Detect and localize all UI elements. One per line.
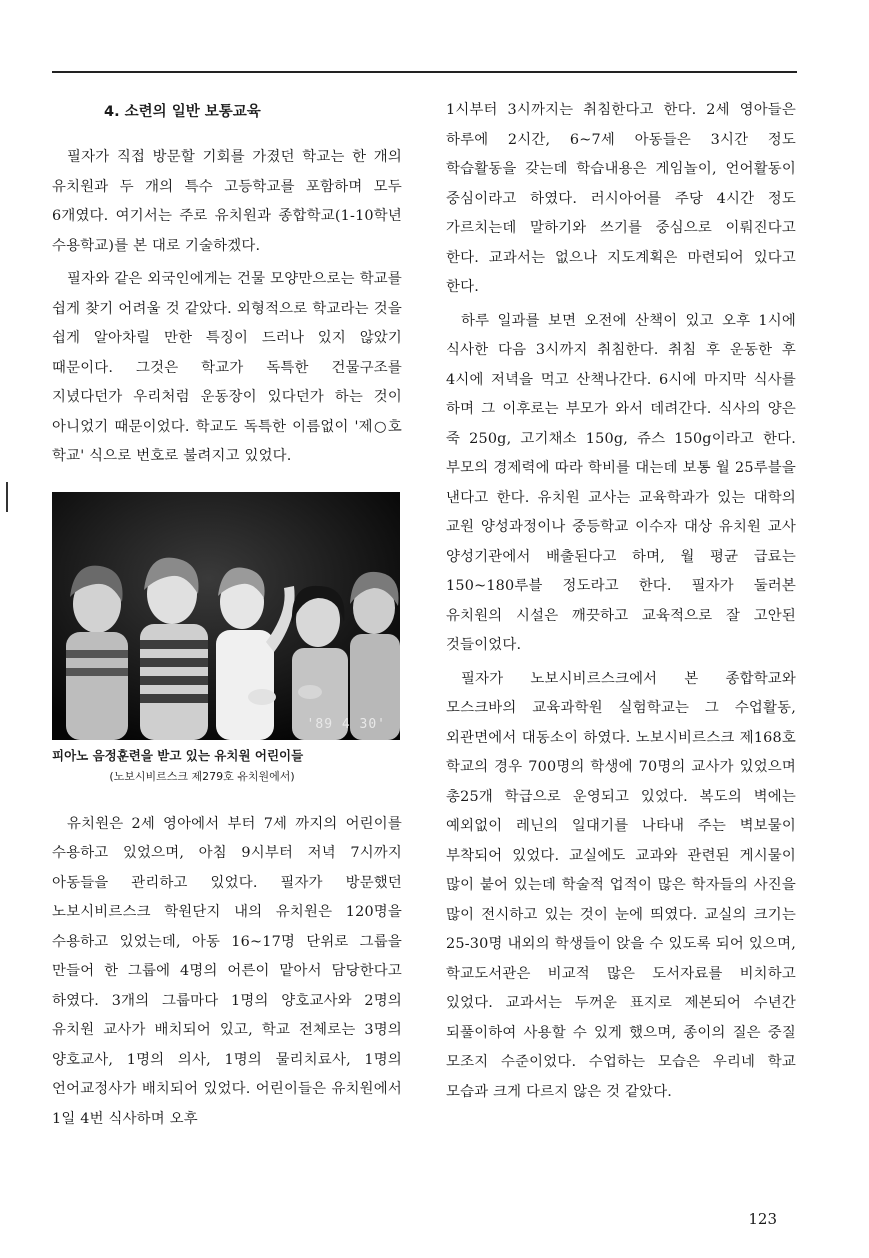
left-paragraph-3: 유치원은 2세 영아에서 부터 7세 까지의 어린이를 수용하고 있었으며, 아침 9시부터 저녁 7시까지 아동들을 관리하고 있었다. 필자가 방문했던 노보시비르스크 학원단지 내의 유치원은 120명을 수용하고 있었는데, 아동 16~17명 단위로 그룹을 만들어 한 그룹에 4명의 어른이 맡아서 담당한다고 하였다. 3개의 그룹마다 1명의 양호교사와 2명의 유치원 교사가 배치되어 있고, 학교 전체로는 3명의 양호교사, 1명의 의사, 1명의 물리치료사, 1명의 언어교정사가 배치되어 있었다. 어린이들은 유치원에서 1일 4번 식사하며 오후 <box>52 815 402 1127</box>
right-column <box>446 96 796 1107</box>
right-paragraph-3: 필자가 노보시비르스크에서 본 종합학교와 모스크바의 교육과학원 실험학교는 그 수업활동, 외관면에서 대동소이 하였다. 노보시비르스크 제168호 학교의 경우 700명의 학생에 70명의 교사가 있었으며 총25개 학급으로 운영되고 있었다. 복도의 벽에는 예외없이 레닌의 일대기를 나타내 주는 벽보물이 부착되어 있었다. 교실에도 교과와 관련된 게시물이 많이 붙어 있는데 학술적 업적이 많은 학자들의 사진을 많이 전시하고 있는 것이 눈에 띄였다. 교실의 크기는 25-30명 내외의 학생들이 앉을 수 있도록 되어 있으며, 학교도서관은 비교적 많은 도서자료를 비치하고 있었다. 교과서는 두꺼운 표지로 제본되어 수년간 되풀이하여 사용할 수 있게 했으며, 종이의 질은 중질 모조지 수준이었다. 수업하는 모습은 우리네 학교 모습과 크게 다르지 않은 것 같았다. <box>446 670 796 1100</box>
photo-caption: 피아노 음정훈련을 받고 있는 유치원 어린이들 <box>52 747 304 763</box>
kindergarten-photo <box>52 492 400 740</box>
top-rule <box>52 71 797 73</box>
page-number: 123 <box>748 1210 777 1228</box>
section-heading: 4. 소련의 일반 보통교육 <box>104 104 261 120</box>
left-paragraph-2: 필자와 같은 외국인에게는 건물 모양만으로는 학교를 쉽게 찾기 어려울 것 같았다. 외형적으로 학교라는 것을 쉽게 알아차릴 만한 특징이 드러나 있지 않았기 때문이다. 그것은 학교가 독특한 건물구조를 지녔다던가 우리처럼 운동장이 있다던가 하는 것이 아니었기 때문이었다. 학교도 독특한 이름없이 '제○호 학교' 식으로 번호로 불려지고 있었다. <box>52 271 402 464</box>
margin-mark <box>6 482 8 512</box>
right-paragraph-2: 하루 일과를 보면 오전에 산책이 있고 오후 1시에 식사한 다음 3시까지 취침한다. 취침 후 운동한 후 4시에 저녁을 먹고 산책나간다. 6시에 마지막 식사를 하며 그 이후로는 부모가 와서 데려간다. 식사의 양은 죽 250g, 고기채소 150g, 쥬스 150g이라고 한다. 부모의 경제력에 따라 학비를 대는데 보통 월 25루블을 낸다고 한다. 유치원 교사는 교육학과가 있는 대학의 교원 양성과정이나 중등학교 이수자 대상 유치원 교사 양성기관에서 배출된다고 하며, 월 평균 급료는 150~180루블 정도라고 한다. 필자가 둘러본 유치원의 시설은 깨끗하고 교육적으로 잘 고안된 것들이었다. <box>446 312 796 653</box>
left-paragraph-1: 필자가 직접 방문할 기회를 가졌던 학교는 한 개의 유치원과 두 개의 특수 고등학교를 포함하며 모두 6개였다. 여기서는 주로 유치원과 종합학교(1-10학년 수용학교)를 본 대로 기술하겠다. <box>52 149 402 254</box>
children-photo-image <box>52 492 400 740</box>
left-column <box>52 96 402 1134</box>
photo-caption-source: (노보시비르스크 제279호 유치원에서) <box>109 769 295 783</box>
photo-date-stamp: '89 4 30' <box>306 716 386 732</box>
right-paragraph-1: 1시부터 3시까지는 취침한다고 한다. 2세 영아들은 하루에 2시간, 6~7세 아동들은 3시간 정도 학습활동을 갖는데 학습내용은 게임놀이, 언어활동이 중심이라고 하였다. 러시아어를 주당 4시간 정도 가르치는데 말하기와 쓰기를 중심으로 이뤄진다고 한다. 교과서는 없으나 지도계획은 마련되어 있다고 한다. <box>446 102 796 295</box>
